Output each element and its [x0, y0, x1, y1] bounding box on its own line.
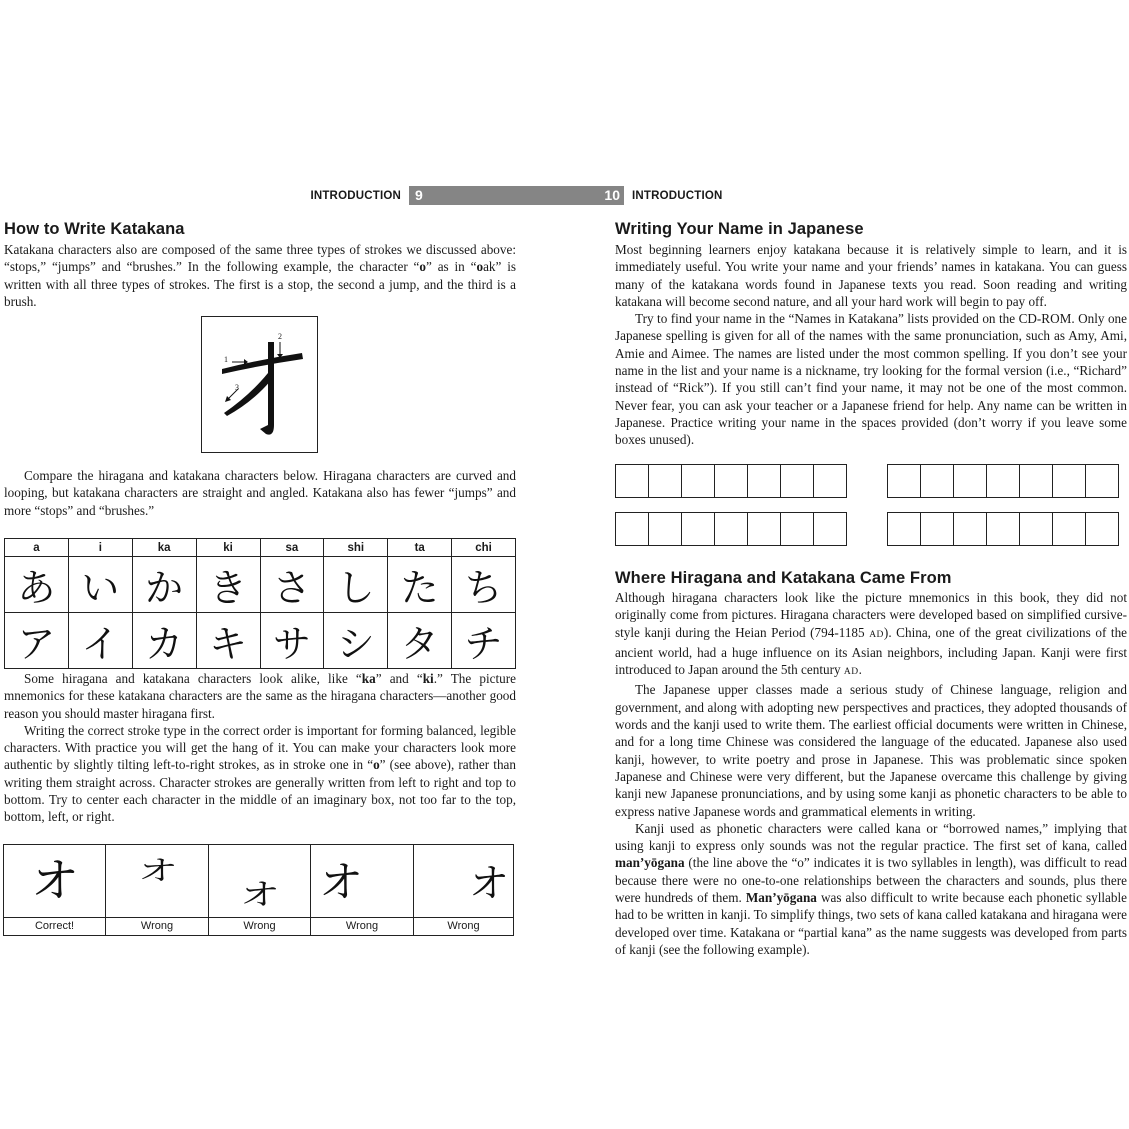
name-box[interactable] [1052, 512, 1086, 546]
hiragana-cell: き [196, 557, 260, 613]
romaji-cell: ta [388, 539, 452, 557]
name-box[interactable] [714, 512, 748, 546]
name-box[interactable] [1019, 464, 1053, 498]
katakana-cell: カ [132, 613, 196, 669]
katakana-cell: キ [196, 613, 260, 669]
name-box[interactable] [780, 512, 814, 546]
romaji-cell: shi [324, 539, 388, 557]
svg-text:オ: オ [469, 861, 509, 907]
name-practice-boxes[interactable] [887, 464, 1118, 498]
compare-paragraph: Compare the hiragana and katakana characters below. Hiragana characters are curved and looping, but katakana characters are straight and angled. Katakana also has fewer “jumps” and more “stops” and “brushes.” [4, 468, 516, 518]
name-box[interactable] [615, 512, 649, 546]
katakana-o-too-left [311, 845, 414, 918]
right-page [604, 0, 1129, 1129]
svg-text:オ: オ [138, 854, 178, 888]
hiragana-cell: い [68, 557, 132, 613]
name-box[interactable] [986, 464, 1020, 498]
name-box[interactable] [986, 512, 1020, 546]
name-box[interactable] [953, 512, 987, 546]
section-heading: How to Write Katakana [4, 220, 185, 238]
name-box[interactable] [1085, 512, 1119, 546]
section-heading: Writing Your Name in Japanese [615, 220, 864, 238]
hiragana-row [5, 557, 516, 613]
hiragana-cell: た [388, 557, 452, 613]
name-box[interactable] [813, 464, 847, 498]
example-label: Wrong [414, 917, 513, 935]
katakana-cell: ア [5, 613, 69, 669]
name-box[interactable] [681, 512, 715, 546]
page-number: 10 [504, 186, 624, 205]
name-box[interactable] [1019, 512, 1053, 546]
writing-advice-text: Some hiragana and katakana characters look alike, like “ka” and “ki.” The picture mnemonics for these katakana characters are the same as the hiragana characters—another good reason you should master hiragana first. Writing the correct stroke type in the correct order is important for forming balanced, legible characters. With practice you will get the hang of it. You can make your characters look more authentic by slightly tilting left-to-right strokes, as in stroke one in “o” (see above), rather than writing them straight across. Character strokes are generally written from left to right and top to bottom. Try to center each character in the middle of an imaginary box, not too far to the top, bottom, left, or right. [4, 671, 516, 825]
katakana-cell: イ [68, 613, 132, 669]
page-number: 9 [409, 186, 524, 205]
stroke-number-1: 1 [224, 355, 228, 364]
hiragana-cell: さ [260, 557, 324, 613]
katakana-o-correct [4, 845, 106, 918]
romaji-cell: ki [196, 539, 260, 557]
svg-text:オ: オ [30, 853, 80, 909]
name-box[interactable] [648, 512, 682, 546]
example-wrong-high [106, 845, 209, 935]
kana-comparison-table [4, 538, 516, 669]
name-box[interactable] [780, 464, 814, 498]
katakana-cell: チ [452, 613, 516, 669]
romaji-cell: sa [260, 539, 324, 557]
svg-text:オ: オ [240, 877, 280, 913]
katakana-cell: サ [260, 613, 324, 669]
section-heading: Where Hiragana and Katakana Came From [615, 569, 952, 587]
example-label: Wrong [209, 917, 310, 935]
katakana-cell: タ [388, 613, 452, 669]
romaji-cell: chi [452, 539, 516, 557]
example-wrong-left [311, 845, 414, 935]
svg-text:オ: オ [319, 857, 363, 908]
running-head-label: INTRODUCTION [632, 189, 723, 202]
history-section-text: Although hiragana characters look like the picture mnemonics in this book, they did not originally come from pictures. Hiragana characters were developed based on simplified cursive-style kanji during the Heian Period (794-1185 AD). China, one of the great civilizations of the ancient world, had a huge influence on its Asian neighbors, including Japan. Kanji were first introduced to Japan around the 5th century AD. The Japanese upper classes made a serious study of Chinese language, religion and government, and along with adopting new perspectives and practices, they adopted thousands of words and the kanji used to write them. The earliest official documents were written in Chinese, and for a long time Chinese was considered the language of the educated. Japanese also used kanji, however, to write poetry and prose in Japanese. This was problematic since spoken Japanese and Chinese were very different, but the Japanese overcame this challenge by giving kanji new Japanese pronunciations, and by using some kanji as phonetic characters to be able to express native Japanese words and grammatical elements in writing. Kanji used as phonetic characters were called kana or “borrowed names,” implying that using kanji to express only sounds was not the regular practice. The first set of kana, called man’yōgana (the line above the “o” indicates it is two syllables in length), was difficult to read because there were no one-to-one relationships between the characters and sounds, plus there were hundreds of them. Man’yōgana was also difficult to write because each phonetic syllable had to be written in kanji. To simplify things, two sets of kana called katakana and hiragana were developed over time. Katakana or “partial kana” as the name suggests was developed from parts of kanji (see the following example). [615, 590, 1128, 957]
example-label: Wrong [311, 917, 413, 935]
name-practice-boxes[interactable] [887, 512, 1118, 546]
romaji-header-row [5, 539, 516, 557]
name-box[interactable] [714, 464, 748, 498]
name-box[interactable] [953, 464, 987, 498]
name-box[interactable] [887, 464, 921, 498]
left-running-head [310, 186, 520, 205]
romaji-cell: a [5, 539, 69, 557]
hiragana-cell: し [324, 557, 388, 613]
left-page [0, 0, 520, 1129]
correct-wrong-examples [3, 844, 514, 936]
example-wrong-low [209, 845, 311, 935]
example-correct [4, 845, 106, 935]
hiragana-cell: あ [5, 557, 69, 613]
name-box[interactable] [1052, 464, 1086, 498]
example-label: Wrong [106, 917, 208, 935]
example-label: Correct! [4, 917, 105, 935]
name-box[interactable] [681, 464, 715, 498]
name-practice-boxes[interactable] [615, 512, 846, 546]
name-box[interactable] [615, 464, 649, 498]
name-box[interactable] [920, 512, 954, 546]
katakana-row [5, 613, 516, 669]
right-running-head [604, 186, 723, 205]
name-box[interactable] [1085, 464, 1119, 498]
name-box[interactable] [747, 512, 781, 546]
romaji-cell: i [68, 539, 132, 557]
stroke-number-3: 3 [235, 383, 239, 392]
name-box[interactable] [813, 512, 847, 546]
katakana-o-too-right [414, 845, 513, 918]
katakana-cell: シ [324, 613, 388, 669]
name-box[interactable] [648, 464, 682, 498]
hiragana-cell: か [132, 557, 196, 613]
example-wrong-right [414, 845, 513, 935]
name-practice-boxes[interactable] [615, 464, 846, 498]
name-box[interactable] [887, 512, 921, 546]
hiragana-cell: ち [452, 557, 516, 613]
stroke-order-icon [202, 317, 319, 454]
stroke-order-diagram [201, 316, 318, 453]
romaji-cell: ka [132, 539, 196, 557]
katakana-o-too-low [209, 845, 311, 918]
stroke-number-2: 2 [278, 332, 282, 341]
intro-paragraph: Katakana characters also are composed of the same three types of strokes we discussed above: “stops,” “jumps” and “brushes.” In the following example, the character “o” as in “oak” is written with all three types of strokes. The first is a stop, the second a jump, and the third is a brush. [4, 242, 516, 309]
name-section-text: Most beginning learners enjoy katakana because it is relatively simple to learn, and it is immediately useful. You write your name and your friends’ names in katakana. You can guess many of the katakana words found in Japanese texts you read. Soon reading and writing katakana will become second nature, and all your hard work will begin to pay off. Try to find your name in the “Names in Katakana” lists provided on the CD-ROM. Only one Japanese spelling is given for all of the names with the same pronunciation, such as Amy, Ami, Amie and Aimee. The names are listed under the most common spelling. If you don’t see your name in the list and your name is a nickname, try looking for the formal version (i.e., “Richard” instead of “Rick”). If you still can’t find your name, it may not be one of the most common. Never fear, you can ask your teacher or a Japanese friend for help. Any name can be written in Japanese. Practice writing your name in the spaces provided (don’t worry if you leave some boxes unused). [615, 242, 1127, 448]
running-head-label: INTRODUCTION [310, 189, 401, 202]
name-box[interactable] [920, 464, 954, 498]
katakana-o-too-high [106, 845, 209, 918]
name-box[interactable] [747, 464, 781, 498]
